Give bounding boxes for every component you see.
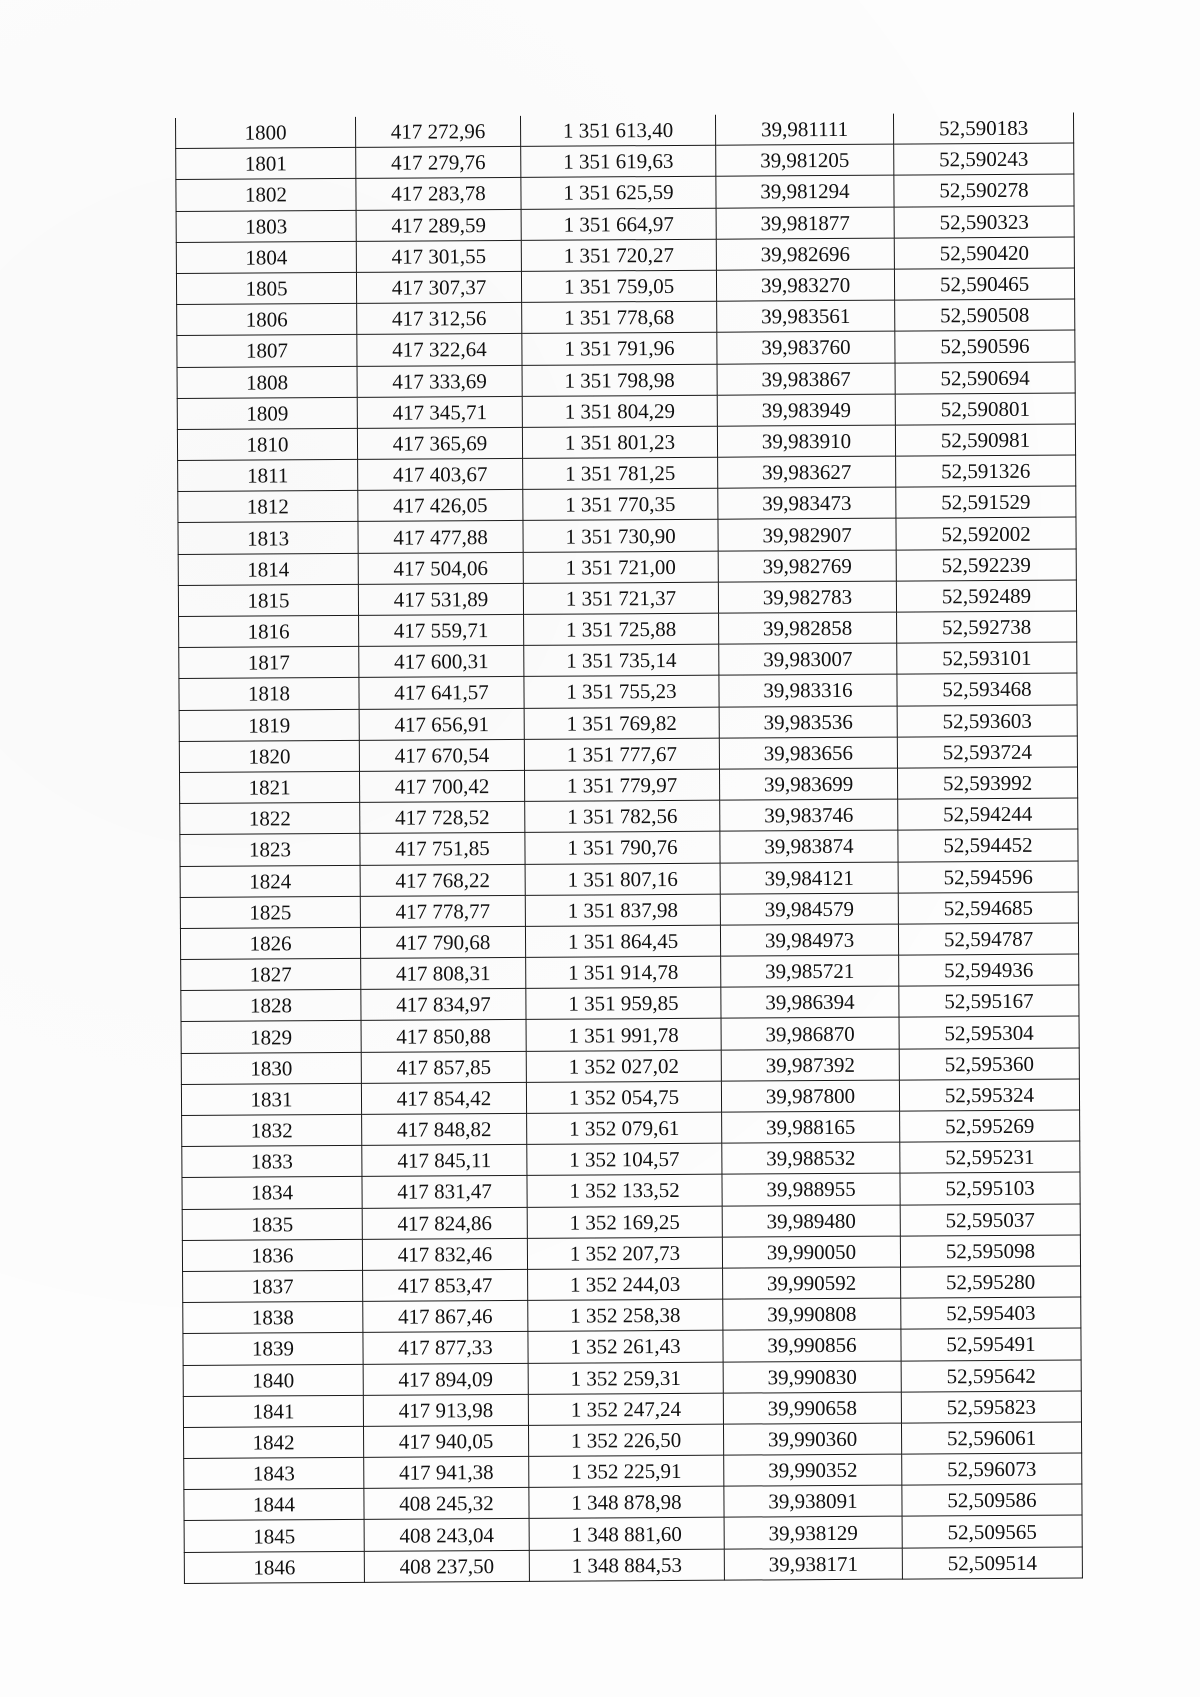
point-number-cell: 1824 <box>180 865 360 897</box>
point-number-cell: 1805 <box>176 272 356 304</box>
point-number-cell: 1832 <box>182 1114 362 1146</box>
latitude-cell: 52,595403 <box>901 1297 1081 1329</box>
point-number-cell: 1840 <box>183 1364 363 1396</box>
y-coordinate-cell: 1 351 782,56 <box>525 800 720 832</box>
point-number-cell: 1804 <box>176 241 356 273</box>
y-coordinate-cell: 1 352 079,61 <box>527 1112 722 1144</box>
x-coordinate-cell: 417 728,52 <box>360 802 525 834</box>
table-row <box>180 923 1078 960</box>
longitude-cell: 39,983561 <box>717 300 895 332</box>
x-coordinate-cell: 417 940,05 <box>363 1425 528 1457</box>
latitude-cell: 52,595280 <box>901 1266 1081 1298</box>
latitude-cell: 52,593468 <box>897 673 1077 705</box>
y-coordinate-cell: 1 351 777,67 <box>524 738 719 770</box>
x-coordinate-cell: 417 289,59 <box>356 209 521 241</box>
y-coordinate-cell: 1 351 791,96 <box>522 333 717 365</box>
y-coordinate-cell: 1 351 725,88 <box>524 613 719 645</box>
latitude-cell: 52,592489 <box>896 580 1076 612</box>
longitude-cell: 39,989480 <box>722 1205 900 1237</box>
point-number-cell: 1813 <box>178 522 358 554</box>
table-row <box>178 455 1076 492</box>
y-coordinate-cell: 1 351 730,90 <box>523 520 718 552</box>
longitude-cell: 39,983316 <box>719 674 897 706</box>
x-coordinate-cell: 417 301,55 <box>356 240 521 272</box>
latitude-cell: 52,596061 <box>901 1422 1081 1454</box>
latitude-cell: 52,595491 <box>901 1328 1081 1360</box>
longitude-cell: 39,982907 <box>718 519 896 551</box>
latitude-cell: 52,594452 <box>898 829 1078 861</box>
x-coordinate-cell: 417 670,54 <box>359 739 524 771</box>
latitude-cell: 52,595103 <box>900 1172 1080 1204</box>
longitude-cell: 39,983949 <box>717 394 895 426</box>
longitude-cell: 39,938129 <box>724 1517 902 1549</box>
latitude-cell: 52,595324 <box>899 1079 1079 1111</box>
x-coordinate-cell: 417 403,67 <box>358 458 523 490</box>
table-row <box>175 113 1073 149</box>
y-coordinate-cell: 1 352 259,31 <box>528 1362 723 1394</box>
y-coordinate-cell: 1 352 225,91 <box>529 1455 724 1487</box>
latitude-cell: 52,509586 <box>902 1484 1082 1516</box>
y-coordinate-cell: 1 351 778,68 <box>522 301 717 333</box>
longitude-cell: 39,988165 <box>722 1111 900 1143</box>
point-number-cell: 1826 <box>180 927 360 959</box>
x-coordinate-cell: 417 365,69 <box>357 427 522 459</box>
point-number-cell: 1816 <box>179 615 359 647</box>
table-row <box>180 892 1078 929</box>
point-number-cell: 1833 <box>182 1146 362 1178</box>
latitude-cell: 52,591529 <box>896 486 1076 518</box>
latitude-cell: 52,590508 <box>895 299 1075 331</box>
y-coordinate-cell: 1 351 959,85 <box>526 987 721 1019</box>
point-number-cell: 1820 <box>179 740 359 772</box>
table-row <box>182 1235 1080 1272</box>
table-row <box>178 486 1076 523</box>
y-coordinate-cell: 1 351 720,27 <box>521 239 716 271</box>
x-coordinate-cell: 417 531,89 <box>358 583 523 615</box>
table-row <box>183 1422 1081 1459</box>
x-coordinate-cell: 417 831,47 <box>362 1176 527 1208</box>
coordinates-table-body <box>175 113 1082 1584</box>
x-coordinate-cell: 417 853,47 <box>363 1269 528 1301</box>
y-coordinate-cell: 1 352 258,38 <box>528 1299 723 1331</box>
longitude-cell: 39,983746 <box>720 799 898 831</box>
x-coordinate-cell: 417 913,98 <box>363 1394 528 1426</box>
point-number-cell: 1812 <box>178 491 358 523</box>
latitude-cell: 52,595098 <box>900 1235 1080 1267</box>
table-row <box>183 1328 1081 1365</box>
x-coordinate-cell: 417 854,42 <box>361 1082 526 1114</box>
longitude-cell: 39,981294 <box>716 175 894 207</box>
table-row <box>181 985 1079 1022</box>
point-number-cell: 1825 <box>180 896 360 928</box>
y-coordinate-cell: 1 351 798,98 <box>522 364 717 396</box>
table-row <box>178 580 1076 617</box>
x-coordinate-cell: 417 768,22 <box>360 864 525 896</box>
y-coordinate-cell: 1 351 914,78 <box>526 956 721 988</box>
y-coordinate-cell: 1 351 807,16 <box>525 863 720 895</box>
y-coordinate-cell: 1 351 804,29 <box>522 395 717 427</box>
x-coordinate-cell: 417 778,77 <box>360 895 525 927</box>
y-coordinate-cell: 1 351 770,35 <box>523 488 718 520</box>
x-coordinate-cell: 417 559,71 <box>359 614 524 646</box>
point-number-cell: 1831 <box>181 1083 361 1115</box>
latitude-cell: 52,594244 <box>898 798 1078 830</box>
x-coordinate-cell: 417 307,37 <box>356 271 521 303</box>
point-number-cell: 1803 <box>176 210 356 242</box>
longitude-cell: 39,990360 <box>723 1423 901 1455</box>
table-row <box>177 393 1075 430</box>
x-coordinate-cell: 417 848,82 <box>362 1113 527 1145</box>
latitude-cell: 52,594787 <box>898 923 1078 955</box>
x-coordinate-cell: 417 426,05 <box>358 490 523 522</box>
longitude-cell: 39,987800 <box>721 1080 899 1112</box>
table-row <box>184 1515 1082 1552</box>
latitude-cell: 52,590981 <box>895 424 1075 456</box>
x-coordinate-cell: 417 850,88 <box>361 1020 526 1052</box>
y-coordinate-cell: 1 351 801,23 <box>522 426 717 458</box>
point-number-cell: 1815 <box>178 584 358 616</box>
table-row <box>176 268 1074 305</box>
point-number-cell: 1843 <box>184 1457 364 1489</box>
y-coordinate-cell: 1 351 721,00 <box>523 551 718 583</box>
x-coordinate-cell: 417 312,56 <box>357 303 522 335</box>
table-row <box>176 174 1074 211</box>
table-row <box>179 673 1077 710</box>
x-coordinate-cell: 417 834,97 <box>361 989 526 1021</box>
table-row <box>181 1048 1079 1085</box>
x-coordinate-cell: 417 641,57 <box>359 677 524 709</box>
point-number-cell: 1821 <box>179 771 359 803</box>
latitude-cell: 52,590243 <box>894 143 1074 175</box>
latitude-cell: 52,590465 <box>894 268 1074 300</box>
x-coordinate-cell: 417 857,85 <box>361 1051 526 1083</box>
longitude-cell: 39,983760 <box>717 331 895 363</box>
longitude-cell: 39,986394 <box>721 986 899 1018</box>
latitude-cell: 52,594936 <box>899 954 1079 986</box>
point-number-cell: 1818 <box>179 678 359 710</box>
latitude-cell: 52,593992 <box>897 767 1077 799</box>
longitude-cell: 39,981111 <box>715 114 893 146</box>
y-coordinate-cell: 1 351 664,97 <box>521 208 716 240</box>
x-coordinate-cell: 417 700,42 <box>359 770 524 802</box>
coordinates-table-wrapper <box>175 113 1082 1584</box>
table-row <box>180 798 1078 835</box>
x-coordinate-cell: 417 279,76 <box>356 147 521 179</box>
y-coordinate-cell: 1 352 226,50 <box>528 1424 723 1456</box>
point-number-cell: 1836 <box>182 1239 362 1271</box>
longitude-cell: 39,990592 <box>723 1267 901 1299</box>
y-coordinate-cell: 1 352 244,03 <box>528 1268 723 1300</box>
x-coordinate-cell: 408 245,32 <box>364 1488 529 1520</box>
latitude-cell: 52,595304 <box>899 1016 1079 1048</box>
point-number-cell: 1837 <box>183 1270 363 1302</box>
x-coordinate-cell: 417 790,68 <box>360 926 525 958</box>
point-number-cell: 1809 <box>177 397 357 429</box>
point-number-cell: 1839 <box>183 1333 363 1365</box>
longitude-cell: 39,988955 <box>722 1173 900 1205</box>
table-row <box>183 1266 1081 1303</box>
table-row <box>184 1547 1082 1584</box>
longitude-cell: 39,990050 <box>722 1236 900 1268</box>
table-row <box>177 330 1075 367</box>
longitude-cell: 39,984579 <box>720 893 898 925</box>
longitude-cell: 39,990352 <box>724 1454 902 1486</box>
latitude-cell: 52,595269 <box>900 1110 1080 1142</box>
latitude-cell: 52,596073 <box>902 1453 1082 1485</box>
longitude-cell: 39,988532 <box>722 1142 900 1174</box>
point-number-cell: 1844 <box>184 1489 364 1521</box>
y-coordinate-cell: 1 351 755,23 <box>524 676 719 708</box>
y-coordinate-cell: 1 351 837,98 <box>525 894 720 926</box>
x-coordinate-cell: 417 824,86 <box>362 1207 527 1239</box>
point-number-cell: 1800 <box>175 117 355 149</box>
point-number-cell: 1846 <box>184 1551 364 1583</box>
table-row <box>182 1204 1080 1241</box>
table-row <box>179 705 1077 742</box>
longitude-cell: 39,983536 <box>719 706 897 738</box>
y-coordinate-cell: 1 351 735,14 <box>524 644 719 676</box>
point-number-cell: 1802 <box>176 179 356 211</box>
x-coordinate-cell: 417 867,46 <box>363 1300 528 1332</box>
table-row <box>176 237 1074 274</box>
latitude-cell: 52,592239 <box>896 549 1076 581</box>
longitude-cell: 39,983473 <box>718 487 896 519</box>
table-row <box>183 1391 1081 1428</box>
point-number-cell: 1829 <box>181 1021 361 1053</box>
coordinates-table <box>175 113 1083 1584</box>
table-row <box>184 1484 1082 1521</box>
longitude-cell: 39,938171 <box>724 1548 902 1580</box>
x-coordinate-cell: 417 272,96 <box>355 116 520 148</box>
point-number-cell: 1801 <box>176 148 356 180</box>
table-row <box>182 1110 1080 1147</box>
x-coordinate-cell: 417 504,06 <box>358 552 523 584</box>
table-row <box>178 517 1076 554</box>
point-number-cell: 1806 <box>177 304 357 336</box>
x-coordinate-cell: 417 345,71 <box>357 396 522 428</box>
y-coordinate-cell: 1 348 878,98 <box>529 1486 724 1518</box>
latitude-cell: 52,509514 <box>902 1547 1082 1579</box>
table-row <box>180 829 1078 866</box>
table-row <box>178 549 1076 586</box>
x-coordinate-cell: 417 877,33 <box>363 1332 528 1364</box>
latitude-cell: 52,593101 <box>897 642 1077 674</box>
table-row <box>176 143 1074 180</box>
y-coordinate-cell: 1 351 790,76 <box>525 831 720 863</box>
x-coordinate-cell: 417 600,31 <box>359 646 524 678</box>
latitude-cell: 52,590801 <box>895 393 1075 425</box>
x-coordinate-cell: 417 832,46 <box>362 1238 527 1270</box>
point-number-cell: 1842 <box>183 1426 363 1458</box>
latitude-cell: 52,595231 <box>900 1141 1080 1173</box>
table-row <box>177 424 1075 461</box>
x-coordinate-cell: 417 283,78 <box>356 178 521 210</box>
latitude-cell: 52,591326 <box>896 455 1076 487</box>
table-row <box>183 1359 1081 1396</box>
longitude-cell: 39,982783 <box>718 581 896 613</box>
point-number-cell: 1808 <box>177 366 357 398</box>
latitude-cell: 52,590183 <box>893 113 1073 145</box>
x-coordinate-cell: 417 845,11 <box>362 1145 527 1177</box>
point-number-cell: 1811 <box>178 459 358 491</box>
latitude-cell: 52,594685 <box>898 892 1078 924</box>
longitude-cell: 39,983699 <box>719 768 897 800</box>
point-number-cell: 1838 <box>183 1302 363 1334</box>
point-number-cell: 1817 <box>179 647 359 679</box>
y-coordinate-cell: 1 351 991,78 <box>526 1019 721 1051</box>
longitude-cell: 39,982858 <box>719 612 897 644</box>
x-coordinate-cell: 417 941,38 <box>364 1456 529 1488</box>
table-row <box>182 1141 1080 1178</box>
latitude-cell: 52,595167 <box>899 985 1079 1017</box>
point-number-cell: 1827 <box>181 958 361 990</box>
y-coordinate-cell: 1 352 169,25 <box>527 1206 722 1238</box>
longitude-cell: 39,990856 <box>723 1329 901 1361</box>
y-coordinate-cell: 1 352 261,43 <box>528 1330 723 1362</box>
table-row <box>182 1172 1080 1209</box>
latitude-cell: 52,590278 <box>894 174 1074 206</box>
y-coordinate-cell: 1 351 779,97 <box>524 769 719 801</box>
point-number-cell: 1823 <box>180 834 360 866</box>
latitude-cell: 52,590596 <box>895 330 1075 362</box>
table-row <box>181 1079 1079 1116</box>
latitude-cell: 52,595037 <box>900 1204 1080 1236</box>
latitude-cell: 52,593724 <box>897 736 1077 768</box>
table-row <box>179 611 1077 648</box>
latitude-cell: 52,594596 <box>898 860 1078 892</box>
y-coordinate-cell: 1 352 027,02 <box>526 1050 721 1082</box>
longitude-cell: 39,983627 <box>718 456 896 488</box>
x-coordinate-cell: 417 751,85 <box>360 833 525 865</box>
point-number-cell: 1828 <box>181 990 361 1022</box>
longitude-cell: 39,983910 <box>717 425 895 457</box>
longitude-cell: 39,987392 <box>721 1049 899 1081</box>
longitude-cell: 39,984973 <box>720 924 898 956</box>
y-coordinate-cell: 1 352 207,73 <box>527 1237 722 1269</box>
table-row <box>183 1297 1081 1334</box>
table-row <box>176 206 1074 243</box>
x-coordinate-cell: 417 894,09 <box>363 1363 528 1395</box>
x-coordinate-cell: 408 243,04 <box>364 1519 529 1551</box>
x-coordinate-cell: 417 477,88 <box>358 521 523 553</box>
table-row <box>181 1016 1079 1053</box>
x-coordinate-cell: 408 237,50 <box>364 1550 529 1582</box>
y-coordinate-cell: 1 352 104,57 <box>527 1143 722 1175</box>
table-row <box>177 362 1075 399</box>
longitude-cell: 39,986870 <box>721 1018 899 1050</box>
point-number-cell: 1814 <box>178 553 358 585</box>
point-number-cell: 1841 <box>183 1395 363 1427</box>
table-row <box>177 299 1075 336</box>
point-number-cell: 1819 <box>179 709 359 741</box>
latitude-cell: 52,595823 <box>901 1391 1081 1423</box>
longitude-cell: 39,983656 <box>719 737 897 769</box>
longitude-cell: 39,982769 <box>718 550 896 582</box>
point-number-cell: 1845 <box>184 1520 364 1552</box>
longitude-cell: 39,981877 <box>716 207 894 239</box>
point-number-cell: 1810 <box>177 428 357 460</box>
latitude-cell: 52,590420 <box>894 237 1074 269</box>
latitude-cell: 52,592738 <box>897 611 1077 643</box>
longitude-cell: 39,990808 <box>723 1298 901 1330</box>
latitude-cell: 52,593603 <box>897 705 1077 737</box>
x-coordinate-cell: 417 322,64 <box>357 334 522 366</box>
y-coordinate-cell: 1 351 619,63 <box>521 145 716 177</box>
table-row <box>179 642 1077 679</box>
latitude-cell: 52,590694 <box>895 362 1075 394</box>
table-row <box>180 860 1078 897</box>
longitude-cell: 39,938091 <box>724 1485 902 1517</box>
y-coordinate-cell: 1 351 721,37 <box>523 582 718 614</box>
longitude-cell: 39,990658 <box>723 1392 901 1424</box>
y-coordinate-cell: 1 351 781,25 <box>523 457 718 489</box>
table-row <box>184 1453 1082 1490</box>
latitude-cell: 52,592002 <box>896 517 1076 549</box>
y-coordinate-cell: 1 351 769,82 <box>524 707 719 739</box>
x-coordinate-cell: 417 656,91 <box>359 708 524 740</box>
point-number-cell: 1807 <box>177 335 357 367</box>
longitude-cell: 39,985721 <box>721 955 899 987</box>
longitude-cell: 39,983007 <box>719 643 897 675</box>
latitude-cell: 52,595360 <box>899 1048 1079 1080</box>
point-number-cell: 1822 <box>180 803 360 835</box>
y-coordinate-cell: 1 352 247,24 <box>528 1393 723 1425</box>
y-coordinate-cell: 1 352 054,75 <box>526 1081 721 1113</box>
longitude-cell: 39,983867 <box>717 363 895 395</box>
latitude-cell: 52,509565 <box>902 1515 1082 1547</box>
y-coordinate-cell: 1 351 759,05 <box>521 270 716 302</box>
table-row <box>179 767 1077 804</box>
latitude-cell: 52,595642 <box>901 1359 1081 1391</box>
longitude-cell: 39,983874 <box>720 830 898 862</box>
longitude-cell: 39,981205 <box>716 144 894 176</box>
longitude-cell: 39,982696 <box>716 238 894 270</box>
point-number-cell: 1830 <box>181 1052 361 1084</box>
x-coordinate-cell: 417 333,69 <box>357 365 522 397</box>
y-coordinate-cell: 1 351 625,59 <box>521 177 716 209</box>
y-coordinate-cell: 1 348 881,60 <box>529 1518 724 1550</box>
longitude-cell: 39,984121 <box>720 862 898 894</box>
longitude-cell: 39,990830 <box>723 1361 901 1393</box>
x-coordinate-cell: 417 808,31 <box>361 957 526 989</box>
longitude-cell: 39,983270 <box>716 269 894 301</box>
table-row <box>179 736 1077 773</box>
y-coordinate-cell: 1 351 613,40 <box>520 115 715 147</box>
y-coordinate-cell: 1 348 884,53 <box>529 1549 724 1581</box>
y-coordinate-cell: 1 351 864,45 <box>525 925 720 957</box>
latitude-cell: 52,590323 <box>894 206 1074 238</box>
point-number-cell: 1835 <box>182 1208 362 1240</box>
y-coordinate-cell: 1 352 133,52 <box>527 1175 722 1207</box>
point-number-cell: 1834 <box>182 1177 362 1209</box>
table-row <box>181 954 1079 991</box>
